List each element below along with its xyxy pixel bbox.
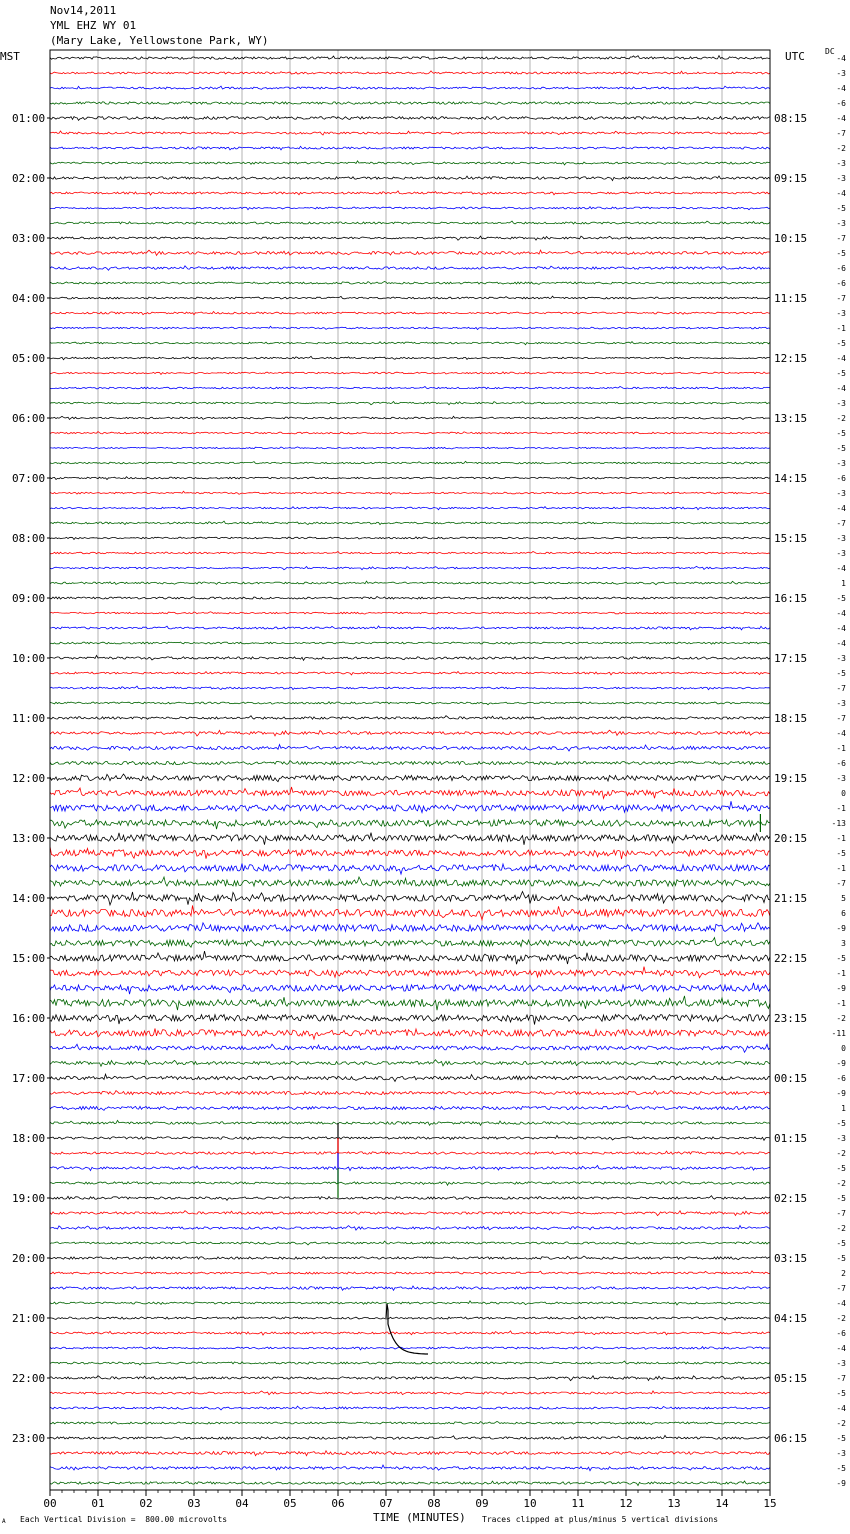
dc-offset-value: -3: [836, 1359, 846, 1368]
x-tick-label: 09: [475, 1497, 489, 1510]
trace-row: [50, 877, 770, 886]
dc-offset-value: -9: [836, 1089, 846, 1098]
left-hour-label: 20:00: [12, 1252, 46, 1265]
dc-offset-value: -6: [836, 279, 846, 288]
dc-offset-value: -7: [836, 1209, 846, 1218]
trace-row: [50, 1256, 770, 1260]
trace-row: [50, 1226, 770, 1231]
event-decay: [386, 1304, 428, 1354]
dc-offset-value: -7: [836, 1284, 846, 1293]
dc-offset-value: -5: [836, 954, 846, 963]
trace-row: [50, 56, 770, 60]
dc-offset-value: -11: [831, 1029, 846, 1038]
trace-row: [50, 801, 770, 812]
dc-offset-value: -5: [836, 249, 846, 258]
dc-offset-value: -1: [836, 969, 846, 978]
trace-row: [50, 521, 770, 525]
trace-row: [50, 236, 770, 240]
dc-offset-value: -7: [836, 714, 846, 723]
dc-offset-value: -3: [836, 534, 846, 543]
dc-offset-value: -5: [836, 339, 846, 348]
trace-row: [50, 761, 770, 765]
dc-offset-value: -9: [836, 1059, 846, 1068]
dc-offset-value: -7: [836, 234, 846, 243]
dc-offset-value: -4: [836, 1404, 846, 1413]
trace-row: [50, 491, 770, 494]
dc-offset-value: -7: [836, 1374, 846, 1383]
trace-row: [50, 820, 770, 829]
x-tick-label: 01: [91, 1497, 105, 1510]
trace-row: [50, 730, 770, 736]
dc-offset-value: -2: [836, 1314, 846, 1323]
dc-offset-value: 6: [841, 909, 846, 918]
x-tick-label: 06: [331, 1497, 345, 1510]
right-hour-label: 09:15: [774, 172, 808, 185]
trace-row: [50, 745, 770, 751]
dc-offset-value: -3: [836, 699, 846, 708]
trace-row: [50, 1151, 770, 1155]
trace-row: [50, 477, 770, 480]
trace-row: [50, 597, 770, 600]
left-hour-label: 13:00: [12, 832, 46, 845]
dc-offset-value: -4: [836, 114, 846, 123]
trace-row: [50, 702, 770, 705]
trace-row: [50, 1301, 770, 1305]
trace-row: [50, 1465, 770, 1471]
right-hour-label: 21:15: [774, 892, 808, 905]
dc-offset-value: -5: [836, 204, 846, 213]
dc-offset-value: -4: [836, 624, 846, 633]
trace-row: [50, 1015, 770, 1025]
dc-offset-value: -4: [836, 729, 846, 738]
dc-offset-value: -5: [836, 1434, 846, 1443]
dc-offset-value: -5: [836, 594, 846, 603]
plot-frame: [50, 50, 770, 1490]
trace-row: [50, 566, 770, 569]
x-tick-label: 08: [427, 1497, 441, 1510]
dc-offset-value: -6: [836, 1329, 846, 1338]
dc-offset-value: 5: [841, 894, 846, 903]
trace-row: [50, 447, 770, 449]
trace-row: [50, 1166, 770, 1171]
dc-offset-value: -3: [836, 309, 846, 318]
left-hour-label: 06:00: [12, 412, 46, 425]
x-tick-label: 04: [235, 1497, 249, 1510]
trace-row: [50, 356, 770, 359]
left-hour-label: 02:00: [12, 172, 46, 185]
trace-row: [50, 1120, 770, 1125]
dc-offset-value: -6: [836, 99, 846, 108]
trace-row: [50, 146, 770, 150]
dc-offset-value: -4: [836, 639, 846, 648]
dc-offset-value: -3: [836, 174, 846, 183]
dc-offset-value: -13: [831, 819, 846, 828]
dc-offset-value: -3: [836, 459, 846, 468]
left-hour-label: 18:00: [12, 1132, 46, 1145]
dc-offset-value: -6: [836, 264, 846, 273]
dc-offset-value: -1: [836, 804, 846, 813]
dc-offset-value: -5: [836, 369, 846, 378]
x-tick-label: 03: [187, 1497, 201, 1510]
right-hour-label: 18:15: [774, 712, 808, 725]
trace-row: [50, 86, 770, 89]
dc-offset-value: -3: [836, 489, 846, 498]
scale-note: Each Vertical Division = 800.00 microvolts: [20, 1515, 228, 1524]
dc-offset-value: -5: [836, 1464, 846, 1473]
right-hour-label: 08:15: [774, 112, 808, 125]
trace-row: [50, 326, 770, 329]
trace-row: [50, 116, 770, 120]
right-hour-label: 10:15: [774, 232, 808, 245]
right-hour-label: 12:15: [774, 352, 808, 365]
trace-row: [50, 1481, 770, 1486]
dc-offset-value: -6: [836, 1074, 846, 1083]
trace-row: [50, 102, 770, 104]
dc-offset-value: -4: [836, 1344, 846, 1353]
trace-row: [50, 312, 770, 315]
clip-note: Traces clipped at plus/minus 5 vertical divisions: [482, 1515, 719, 1524]
left-hour-label: 09:00: [12, 592, 46, 605]
dc-offset-value: -4: [836, 54, 846, 63]
trace-row: [50, 983, 770, 994]
right-hour-label: 01:15: [774, 1132, 808, 1145]
trace-row: [50, 612, 770, 614]
right-hour-label: 06:15: [774, 1432, 808, 1445]
mst-label: MST: [0, 50, 20, 63]
trace-row: [50, 846, 770, 859]
dc-offset-value: -2: [836, 1179, 846, 1188]
dc-offset-value: -5: [836, 849, 846, 858]
trace-row: [50, 1091, 770, 1095]
trace-row: [50, 967, 770, 978]
trace-row: [50, 507, 770, 510]
trace-row: [50, 191, 770, 195]
trace-row: [50, 1286, 770, 1290]
dc-offset-value: -3: [836, 219, 846, 228]
dc-offset-value: -9: [836, 984, 846, 993]
trace-row: [50, 161, 770, 165]
dc-offset-value: -6: [836, 474, 846, 483]
left-hour-label: 05:00: [12, 352, 46, 365]
trace-row: [50, 342, 770, 345]
dc-offset-value: -5: [836, 1194, 846, 1203]
left-hour-label: 19:00: [12, 1192, 46, 1205]
trace-group: [50, 56, 770, 1486]
dc-offset-value: -2: [836, 1014, 846, 1023]
dc-offset-value: -3: [836, 69, 846, 78]
dc-offset-value: 3: [841, 939, 846, 948]
x-tick-label: 15: [763, 1497, 777, 1510]
x-axis-title: TIME (MINUTES): [373, 1511, 466, 1524]
corner-mark: A: [2, 1518, 6, 1525]
x-tick-label: 05: [283, 1497, 297, 1510]
trace-row: [50, 552, 770, 554]
trace-row: [50, 951, 770, 964]
dc-offset-value: -5: [836, 429, 846, 438]
dc-offset-value: -7: [836, 129, 846, 138]
dc-offset-value: -4: [836, 504, 846, 513]
right-hour-label: 22:15: [774, 952, 808, 965]
left-hour-label: 14:00: [12, 892, 46, 905]
utc-label: UTC: [785, 50, 805, 63]
x-tick-label: 13: [667, 1497, 681, 1510]
right-hour-label: 03:15: [774, 1252, 808, 1265]
dc-offset-value: -4: [836, 384, 846, 393]
dc-label: DC: [825, 47, 835, 56]
dc-offset-value: 2: [841, 1269, 846, 1278]
dc-offset-value: -1: [836, 834, 846, 843]
dc-offset-value: -2: [836, 1149, 846, 1158]
left-hour-label: 12:00: [12, 772, 46, 785]
trace-row: [50, 774, 770, 782]
right-hour-label: 19:15: [774, 772, 808, 785]
right-hour-label: 17:15: [774, 652, 808, 665]
trace-row: [50, 1241, 770, 1245]
left-hour-label: 11:00: [12, 712, 46, 725]
dc-offset-value: -7: [836, 519, 846, 528]
trace-row: [50, 1361, 770, 1365]
trace-row: [50, 250, 770, 255]
dc-offset-value: -3: [836, 399, 846, 408]
dc-offset-value: -5: [836, 1389, 846, 1398]
left-hour-label: 21:00: [12, 1312, 46, 1325]
station-code: YML EHZ WY 01: [50, 19, 137, 32]
dc-offset-value: -3: [836, 1134, 846, 1143]
right-hour-label: 14:15: [774, 472, 808, 485]
trace-row: [50, 1331, 770, 1335]
trace-row: [50, 1060, 770, 1067]
trace-row: [50, 996, 770, 1010]
x-tick-label: 11: [571, 1497, 585, 1510]
trace-row: [50, 537, 770, 540]
trace-row: [50, 1316, 770, 1320]
right-hour-label: 20:15: [774, 832, 808, 845]
plot-axes: [47, 50, 770, 1496]
dc-offset-value: 0: [841, 789, 846, 798]
dc-offset-value: -3: [836, 1449, 846, 1458]
dc-offset-value: -4: [836, 84, 846, 93]
trace-row: [50, 626, 770, 630]
left-hour-label: 17:00: [12, 1072, 46, 1085]
trace-row: [50, 864, 770, 875]
trace-row: [50, 372, 770, 375]
left-hour-label: 16:00: [12, 1012, 46, 1025]
trace-row: [50, 1182, 770, 1186]
trace-row: [50, 1105, 770, 1110]
trace-row: [50, 1376, 770, 1381]
chart-date: Nov14,2011: [50, 4, 117, 17]
right-hour-label: 05:15: [774, 1372, 808, 1385]
station-location: (Mary Lake, Yellowstone Park, WY): [50, 34, 269, 47]
dc-offset-value: -5: [836, 444, 846, 453]
dc-offset-value: 1: [841, 1104, 846, 1113]
dc-offset-value: -1: [836, 864, 846, 873]
trace-row: [50, 416, 770, 419]
dc-offset-value: -3: [836, 159, 846, 168]
right-hour-label: 13:15: [774, 412, 808, 425]
dc-offset-value: -1: [836, 744, 846, 753]
dc-offset-value: -2: [836, 1224, 846, 1233]
left-hour-label: 04:00: [12, 292, 46, 305]
dc-offset-value: -5: [836, 669, 846, 678]
trace-row: [50, 1406, 770, 1410]
trace-row: [50, 296, 770, 299]
trace-row: [50, 71, 770, 74]
trace-row: [50, 787, 770, 798]
trace-row: [50, 905, 770, 919]
x-tick-label: 10: [523, 1497, 537, 1510]
dc-offset-value: -5: [836, 1254, 846, 1263]
trace-row: [50, 432, 770, 434]
left-hour-label: 10:00: [12, 652, 46, 665]
dc-offset-value: -3: [836, 549, 846, 558]
trace-row: [50, 282, 770, 285]
dc-offset-value: -1: [836, 999, 846, 1008]
left-hour-label: 23:00: [12, 1432, 46, 1445]
trace-row: [50, 266, 770, 271]
dc-offset-value: -4: [836, 609, 846, 618]
dc-offset-value: -4: [836, 354, 846, 363]
trace-row: [50, 1074, 770, 1081]
x-tick-label: 07: [379, 1497, 393, 1510]
x-tick-label: 12: [619, 1497, 633, 1510]
trace-row: [50, 461, 770, 464]
trace-row: [50, 672, 770, 675]
left-hour-label: 01:00: [12, 112, 46, 125]
dc-offset-value: -7: [836, 879, 846, 888]
dc-offset-value: -9: [836, 1479, 846, 1488]
right-hour-label: 02:15: [774, 1192, 808, 1205]
dc-offset-value: -4: [836, 189, 846, 198]
trace-row: [50, 207, 770, 210]
trace-row: [50, 686, 770, 690]
trace-row: [50, 1347, 770, 1350]
dc-offset-value: -7: [836, 294, 846, 303]
trace-row: [50, 1196, 770, 1201]
dc-offset-value: -5: [836, 1119, 846, 1128]
dc-offset-value: 0: [841, 1044, 846, 1053]
left-hour-label: 15:00: [12, 952, 46, 965]
trace-row: [50, 1044, 770, 1052]
dc-offset-value: -9: [836, 924, 846, 933]
x-tick-label: 02: [139, 1497, 153, 1510]
trace-row: [50, 1029, 770, 1040]
trace-row: [50, 176, 770, 181]
trace-row: [50, 716, 770, 720]
left-hour-label: 08:00: [12, 532, 46, 545]
plot-grid: [50, 50, 770, 1490]
dc-offset-value: -3: [836, 774, 846, 783]
plot-labels: [12, 54, 846, 1510]
trace-row: [50, 1422, 770, 1425]
right-hour-label: 11:15: [774, 292, 808, 305]
right-hour-label: 15:15: [774, 532, 808, 545]
trace-row: [50, 656, 770, 661]
left-hour-label: 22:00: [12, 1372, 46, 1385]
trace-row: [50, 642, 770, 644]
left-hour-label: 03:00: [12, 232, 46, 245]
trace-row: [50, 833, 770, 845]
trace-row: [50, 1211, 770, 1216]
dc-offset-value: -2: [836, 144, 846, 153]
dc-offset-value: -7: [836, 684, 846, 693]
right-hour-label: 04:15: [774, 1312, 808, 1325]
trace-row: [50, 581, 770, 585]
x-tick-label: 00: [43, 1497, 57, 1510]
right-hour-label: 23:15: [774, 1012, 808, 1025]
dc-offset-value: -6: [836, 759, 846, 768]
trace-row: [50, 892, 770, 905]
trace-row: [50, 938, 770, 948]
left-hour-label: 07:00: [12, 472, 46, 485]
trace-row: [50, 1451, 770, 1456]
right-hour-label: 16:15: [774, 592, 808, 605]
dc-offset-value: 1: [841, 579, 846, 588]
trace-row: [50, 1136, 770, 1141]
dc-offset-value: -4: [836, 564, 846, 573]
trace-row: [50, 221, 770, 224]
dc-offset-value: -3: [836, 654, 846, 663]
trace-row: [50, 387, 770, 389]
trace-row: [50, 1271, 770, 1274]
right-hour-label: 00:15: [774, 1072, 808, 1085]
dc-offset-value: -2: [836, 414, 846, 423]
trace-row: [50, 1435, 770, 1439]
dc-offset-value: -1: [836, 324, 846, 333]
x-tick-label: 14: [715, 1497, 729, 1510]
trace-row: [50, 131, 770, 135]
dc-offset-value: -4: [836, 1299, 846, 1308]
trace-row: [50, 1391, 770, 1395]
dc-offset-value: -5: [836, 1239, 846, 1248]
dc-offset-value: -2: [836, 1419, 846, 1428]
dc-offset-value: -5: [836, 1164, 846, 1173]
trace-row: [50, 923, 770, 932]
trace-row: [50, 402, 770, 405]
